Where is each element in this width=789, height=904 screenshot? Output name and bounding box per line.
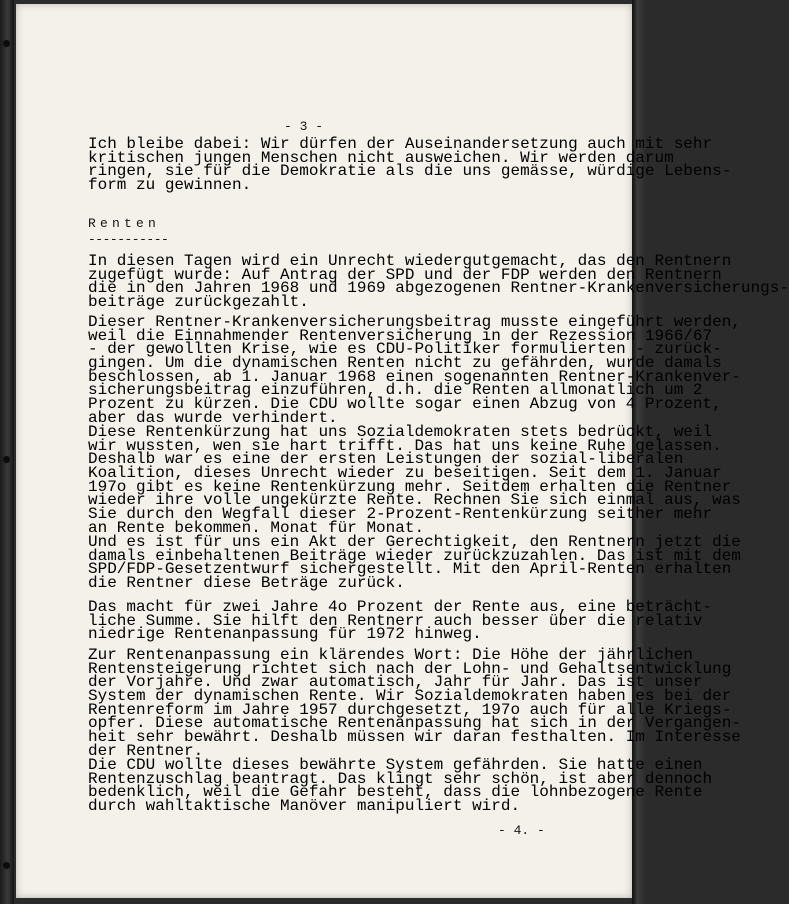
text-line: damals einbehaltenen Beiträge wieder zurückzuzahlen. Das ist mit dem bbox=[88, 546, 741, 565]
section-heading: Renten bbox=[88, 216, 161, 231]
text-line: bedenklich, weil die Gefahr besteht, dass die lohnbezogene Rente bbox=[88, 783, 703, 802]
text-line: Deshalb war es eine der ersten Leistungen der sozial-liberalen bbox=[88, 450, 684, 469]
text-line: Prozent zu kürzen. Die CDU wollte sogar einen Abzug von 4 Prozent, bbox=[88, 394, 722, 413]
text-line: In diesen Tagen wird ein Unrecht wiedergutgemacht, das den Rentnern bbox=[88, 252, 732, 270]
text-line: 197o gibt es keine Rentenkürzung mehr. Seitdem erhalten die Rentner bbox=[88, 477, 732, 496]
text-line: Ich bleibe dabei: Wir dürfen der Auseinandersetzung auch mit sehr bbox=[88, 135, 713, 153]
text-line: SPD/FDP-Gesetzentwurf sichergestellt. Mit den April-Renten erhalten bbox=[88, 560, 732, 579]
text-line: heit sehr bewährt. Deshalb müssen wir daran festhalten. Im Interesse bbox=[88, 727, 741, 746]
text-line: ringen, sie für die Demokratie als die uns gemässe, würdige Lebens- bbox=[88, 162, 732, 181]
text-line: die Rentner diese Beträge zurück. bbox=[88, 573, 405, 592]
page-number: - 3 - bbox=[284, 119, 324, 134]
text-line: der Rentner. bbox=[88, 741, 204, 760]
text-line: Rentensteigerung richtet sich nach der Lohn- und Gehaltsentwicklung bbox=[88, 659, 732, 678]
text-line: Diese Rentenkürzung hat uns Sozialdemokraten stets bedrückt, weil bbox=[88, 423, 713, 441]
text-line: Sie durch den Wegfall dieser 2-Prozent-Rentenkürzung seither mehr bbox=[88, 504, 713, 523]
text-line: beschlossen, ab 1. Januar 1968 einen sogenannten Rentner-Krankenver- bbox=[88, 367, 741, 386]
text-line: die in den Jahren 1968 und 1969 abgezogenen Rentner-Krankenversicherungs- bbox=[88, 279, 789, 298]
text-line: Die CDU wollte dieses bewährte System gefährden. Sie hatte einen bbox=[88, 756, 703, 774]
text-line: Und es ist für uns ein Akt der Gerechtigkeit, den Rentnern jetzt die bbox=[88, 533, 741, 551]
text-line: wieder ihre volle ungekürzte Rente. Rechnen Sie sich einmal aus, was bbox=[88, 491, 741, 510]
text-line: aber das wurde verhindert. bbox=[88, 408, 338, 427]
text-line: der Vorjahre. Und zwar automatisch, Jahr für Jahr. Das ist unser bbox=[88, 673, 703, 692]
binder-hole bbox=[3, 862, 10, 869]
text-line: Das macht für zwei Jahre 4o Prozent der Rente aus, eine beträcht- bbox=[88, 598, 713, 616]
text-line: kritischen jungen Menschen nicht ausweichen. Wir werden darum bbox=[88, 148, 674, 167]
text-line: zugefügt wurde: Auf Antrag der SPD und der FDP werden den Rentnern bbox=[88, 265, 722, 284]
text-line: sicherungsbeitrag einzuführen, d.h. die Renten allmonatlich um 2 bbox=[88, 381, 703, 400]
text-line: weil die Einnahmender Rentenversicherung in der Rezession 1966/67 bbox=[88, 326, 713, 345]
text-line: - der gewollten Krise, wie es CDU-Politiker formulierten - zurück- bbox=[88, 340, 722, 359]
text-line: durch wahltaktische Manöver manipuliert wird. bbox=[88, 796, 521, 815]
binder-hole bbox=[3, 40, 10, 47]
text-line: liche Summe. Sie hilft den Rentnerr auch besser über die relativ bbox=[88, 611, 703, 630]
next-page-number: - 4. - bbox=[498, 823, 545, 838]
text-line: Rentenzuschlag beantragt. Das klingt sehr schön, ist aber dennoch bbox=[88, 769, 713, 788]
text-line: Dieser Rentner-Krankenversicherungsbeitrag musste eingeführt werden, bbox=[88, 313, 741, 331]
text-line: gingen. Um die dynamischen Renten nicht zu gefährden, wurde damals bbox=[88, 353, 722, 372]
text-line: wir wussten, wen sie hart trifft. Das hat uns keine Ruhe gelassen. bbox=[88, 436, 722, 455]
text-line: an Rente bekommen. Monat für Monat. bbox=[88, 518, 425, 537]
binder-hole bbox=[3, 456, 10, 463]
text-line: System der dynamischen Rente. Wir Sozialdemokraten haben es bei der bbox=[88, 686, 732, 705]
text-line: form zu gewinnen. bbox=[88, 175, 252, 194]
text-line: Zur Rentenanpassung ein klärendes Wort: Die Höhe der jährlichen bbox=[88, 646, 693, 664]
text-line: Koalition, dieses Unrecht wieder zu beseitigen. Seit dem 1. Januar bbox=[88, 463, 722, 482]
text-line: opfer. Diese automatische Rentenanpassung hat sich in der Vergangen- bbox=[88, 714, 741, 733]
section-heading-underline: ----------- bbox=[88, 232, 169, 247]
binding-edge bbox=[0, 0, 14, 904]
text-line: beiträge zurückgezahlt. bbox=[88, 292, 309, 311]
text-line: niedrige Rentenanpassung für 1972 hinweg. bbox=[88, 625, 482, 644]
text-line: Rentenreform im Jahre 1957 durchgesetzt, 197o auch für alle Kriegs- bbox=[88, 700, 732, 719]
